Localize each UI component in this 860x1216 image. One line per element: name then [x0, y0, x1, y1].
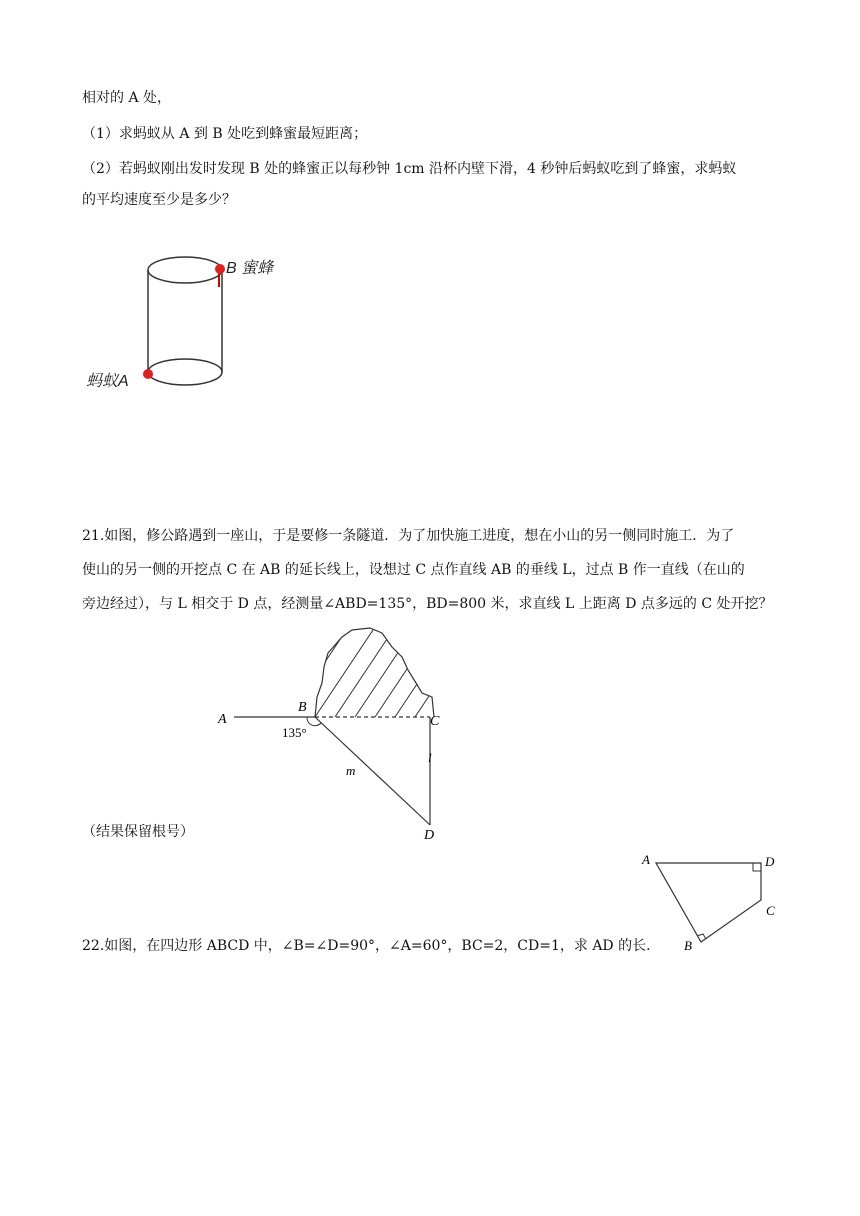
label-quad-b: B: [684, 938, 692, 953]
label-a: A: [218, 712, 227, 727]
quadrilateral-abcd: [656, 863, 761, 942]
label-quad-d: D: [765, 854, 775, 869]
tunnel-figure: [212, 625, 452, 845]
cylinder-top-ellipse: [148, 257, 222, 283]
label-quad-a: A: [642, 852, 650, 867]
label-b: B: [298, 700, 307, 715]
mountain-outline: [315, 628, 434, 717]
problem21-line2: 使山的另一侧的开挖点 C 在 AB 的延长线上，设想过 C 点作直线 AB 的垂线 L，过点 B 作一直线（在山的: [82, 562, 745, 578]
right-angle-mark-d: [753, 863, 761, 871]
problem20-intro-tail: 相对的 A 处，: [82, 90, 172, 106]
point-a-marker: [143, 369, 153, 379]
label-d: D: [424, 828, 435, 843]
label-m: m: [346, 763, 356, 778]
label-b-honey: B 蜜蜂: [226, 260, 274, 277]
problem21-line1: 21.如图，修公路遇到一座山，于是要修一条隧道．为了加快施工进度，想在小山的另一侧同时施工．为了: [82, 528, 735, 544]
problem20-question-2-line2: 的平均速度至少是多少？: [82, 192, 236, 208]
problem22-text: 22.如图，在四边形 ABCD 中，∠B=∠D=90°，∠A=60°，BC=2，CD=1，求 AD 的长．: [82, 938, 661, 954]
label-a-ant: 蚂蚁A: [86, 373, 129, 390]
problem21-note: （结果保留根号）: [82, 824, 194, 840]
label-l: l: [428, 750, 432, 765]
point-b-marker: [215, 264, 225, 274]
label-c: C: [430, 714, 440, 729]
problem20-question-1: （1）求蚂蚁从 A 到 B 处吃到蜂蜜最短距离；: [82, 126, 368, 142]
quadrilateral-figure: [638, 848, 788, 958]
mountain-hatching: [315, 625, 452, 717]
line-m-bd: [315, 717, 430, 825]
problem20-question-2-line1: （2）若蚂蚁刚出发时发现 B 处的蜂蜜正以每秒钟 1cm 沿杯内壁下滑，4 秒钟后蚂蚁吃到了蜂蜜，求蚂蚁: [82, 161, 737, 177]
problem21-line3: 旁边经过），与 L 相交于 D 点，经测量∠ABD=135°，BD=800 米，求直线 L 上距离 D 点多远的 C 处开挖？: [82, 596, 773, 612]
label-quad-c: C: [766, 903, 775, 918]
cylinder-figure: [82, 240, 312, 400]
cylinder-bottom-ellipse: [148, 359, 222, 385]
label-angle-135: 135°: [282, 725, 307, 740]
